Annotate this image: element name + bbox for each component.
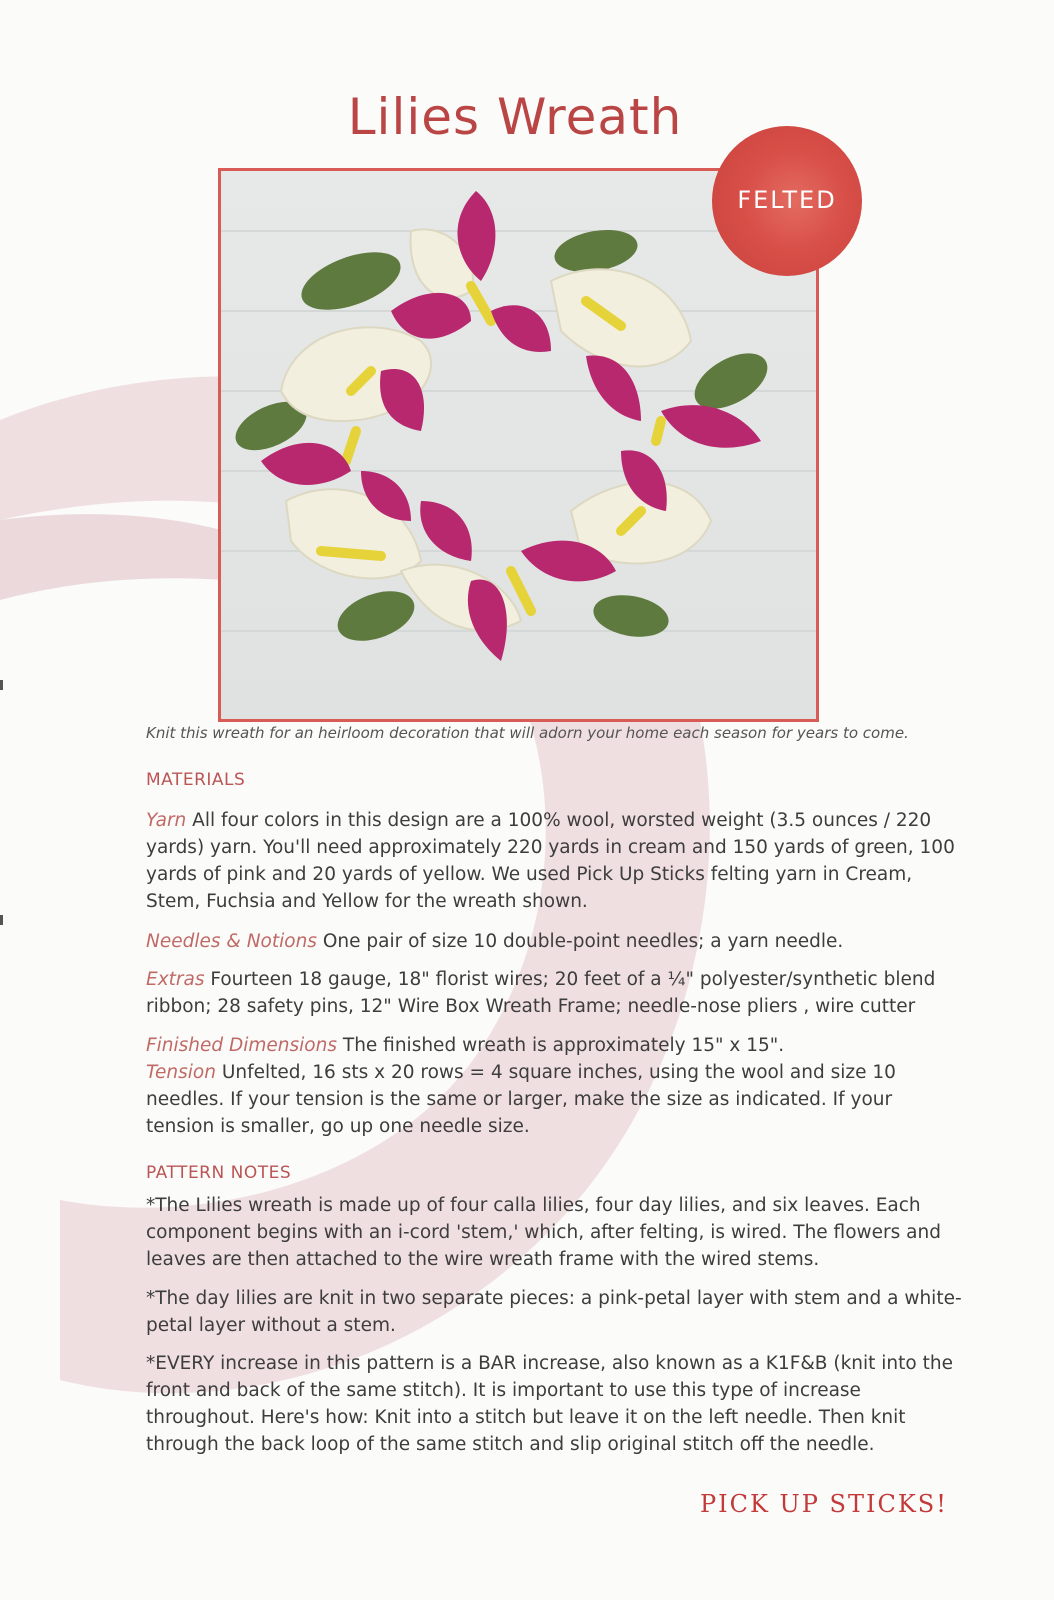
dimensions-paragraph <box>146 1032 966 1059</box>
extras-paragraph <box>146 966 966 1020</box>
dimensions-label: Finished Dimensions <box>146 1035 337 1056</box>
felted-badge <box>712 126 862 276</box>
binding-mark <box>0 680 3 690</box>
pattern-note-1: *The Lilies wreath is made up of four calla lilies, four day lilies, and six leaves. Each component begins with an i-cord 'stem,' which, after felting, is wired. The flowers and leaves are then attached to the wire wreath frame with the wired stems. <box>146 1195 941 1270</box>
dimensions-text: The finished wreath is approximately 15" x 15". <box>342 1035 785 1056</box>
pattern-notes-heading: PATTERN NOTES <box>146 1163 292 1183</box>
pattern-note-3: *EVERY increase in this pattern is a BAR increase, also known as a K1F&B (knit into the front and back of the same stitch). It is important to use this type of increase throughout. Here's how: Knit into a stitch but leave it on the left needle. Then knit through the back loop of the same stitch and slip original stitch off the needle. <box>146 1353 953 1455</box>
yarn-text: All four colors in this design are a 100% wool, worsted weight (3.5 ounces / 220 yards) yarn. You'll need approximately 220 yards in cream and 150 yards of green, 100 yards of pink and 20 yards of yellow. We used Pick Up Sticks felting yarn in Cream, Stem, Fuchsia and Yellow for the wreath shown. <box>146 810 955 912</box>
wreath-illustration <box>221 171 816 719</box>
binding-mark <box>0 915 3 925</box>
extras-text: Fourteen 18 gauge, 18" florist wires; 20 feet of a ¼" polyester/synthetic blend ribbon; 28 safety pins, 12" Wire Box Wreath Frame; needle-nose pliers , wire cutter <box>146 969 936 1017</box>
needles-text: One pair of size 10 double-point needles; a yarn needle. <box>322 931 844 952</box>
tension-label: Tension <box>146 1062 216 1083</box>
pattern-note-2: *The day lilies are knit in two separate pieces: a pink-petal layer with stem and a white-petal layer without a stem. <box>146 1288 962 1336</box>
tension-text: Unfelted, 16 sts x 20 rows = 4 square inches, using the wool and size 10 needles. If your tension is the same or larger, make the size as indicated. If your tension is smaller, go up one needle size. <box>146 1062 896 1137</box>
tension-paragraph <box>146 1059 966 1140</box>
needles-label: Needles & Notions <box>146 931 317 952</box>
materials-heading: MATERIALS <box>146 770 246 790</box>
needles-paragraph <box>146 928 966 955</box>
yarn-paragraph <box>146 807 966 915</box>
page-title: Lilies Wreath <box>347 88 683 146</box>
wreath-photo <box>218 168 819 722</box>
yarn-label: Yarn <box>146 810 187 831</box>
photo-caption: Knit this wreath for an heirloom decoration that will adorn your home each season for years to come. <box>146 724 909 742</box>
pick-up-sticks-logo: PICK UP STICKS! <box>700 1490 948 1518</box>
extras-label: Extras <box>146 969 205 990</box>
felted-badge-label: FELTED <box>737 186 837 214</box>
